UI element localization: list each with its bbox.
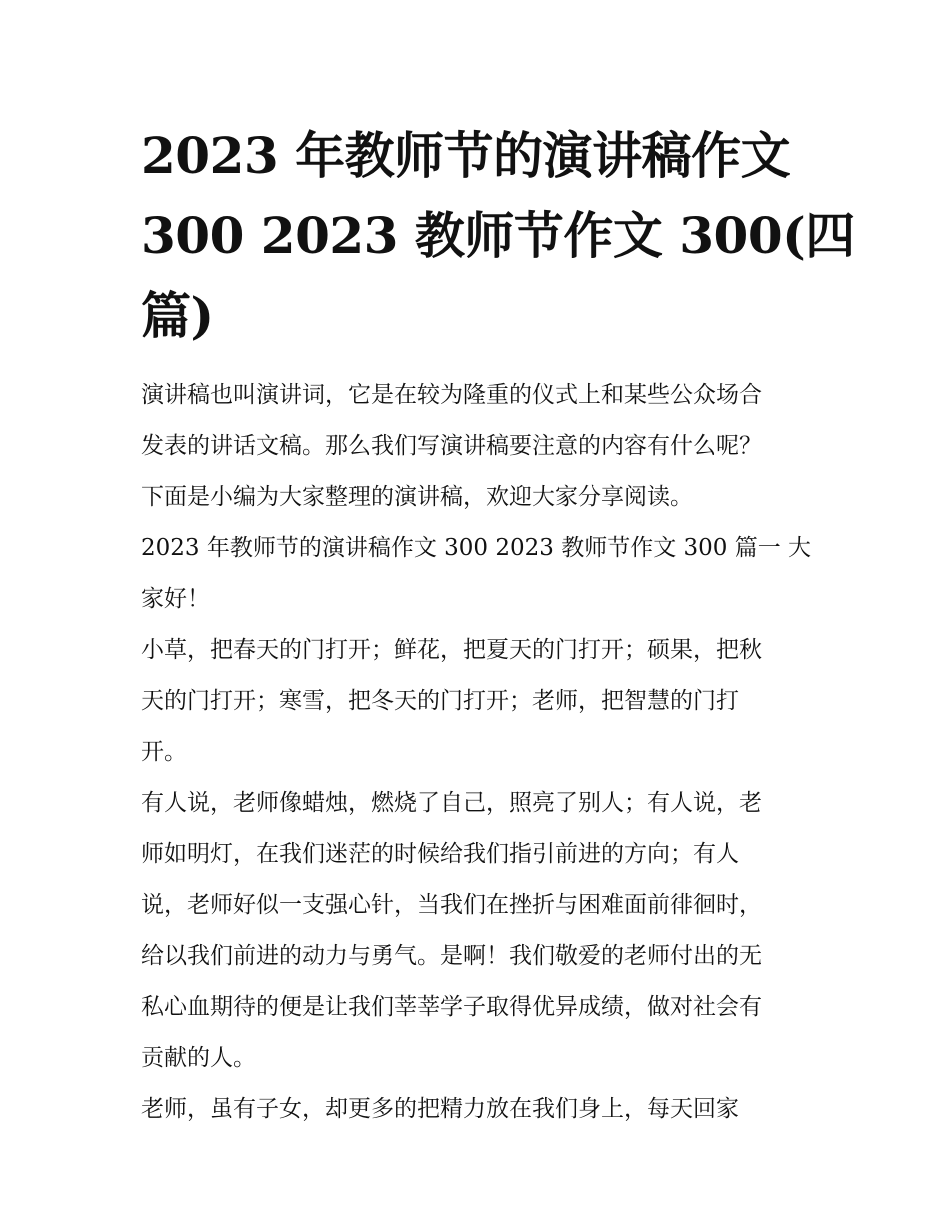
text-line: 给以我们前进的动力与勇气。是啊！我们敬爱的老师付出的无 — [141, 943, 762, 969]
paragraph-teacher-dedication — [141, 1084, 821, 1135]
paragraph-section-heading — [141, 523, 821, 625]
text-line: 演讲稿也叫演讲词，它是在较为隆重的仪式上和某些公众场合 — [141, 382, 762, 408]
text-line: 天的门打开；寒雪，把冬天的门打开；老师，把智慧的门打 — [141, 688, 739, 714]
text-line: 说，老师好似一支强心针，当我们在挫折与困难面前徘徊时， — [141, 892, 762, 918]
title-line: 2023 年教师节的演讲稿作文 — [141, 126, 791, 185]
text-line: 2023 年教师节的演讲稿作文 300 2023 教师节作文 300 篇一 大 — [141, 535, 812, 561]
text-line: 下面是小编为大家整理的演讲稿，欢迎大家分享阅读。 — [141, 484, 693, 510]
paragraph-teacher-metaphors — [141, 778, 821, 1084]
document-content — [141, 116, 855, 1135]
text-line: 师如明灯，在我们迷茫的时候给我们指引前进的方向；有人 — [141, 841, 739, 867]
text-line: 家好！ — [141, 586, 210, 612]
title-line: 300 2023 教师节作文 300(四 — [141, 206, 855, 265]
paragraph-doors — [141, 625, 821, 778]
text-line: 有人说，老师像蜡烛，燃烧了自己，照亮了别人；有人说，老 — [141, 790, 762, 816]
document-title — [141, 116, 855, 356]
text-line: 私心血期待的便是让我们莘莘学子取得优异成绩，做对社会有 — [141, 994, 762, 1020]
title-line: 篇) — [141, 286, 214, 345]
text-line: 老师，虽有子女，却更多的把精力放在我们身上，每天回家 — [141, 1096, 739, 1122]
text-line: 发表的讲话文稿。那么我们写演讲稿要注意的内容有什么呢？ — [141, 433, 762, 459]
text-line: 贡献的人。 — [141, 1045, 256, 1071]
document-body — [141, 370, 821, 1135]
text-line: 开。 — [141, 739, 187, 765]
paragraph-intro — [141, 370, 821, 523]
text-line: 小草，把春天的门打开；鲜花，把夏天的门打开；硕果，把秋 — [141, 637, 762, 663]
